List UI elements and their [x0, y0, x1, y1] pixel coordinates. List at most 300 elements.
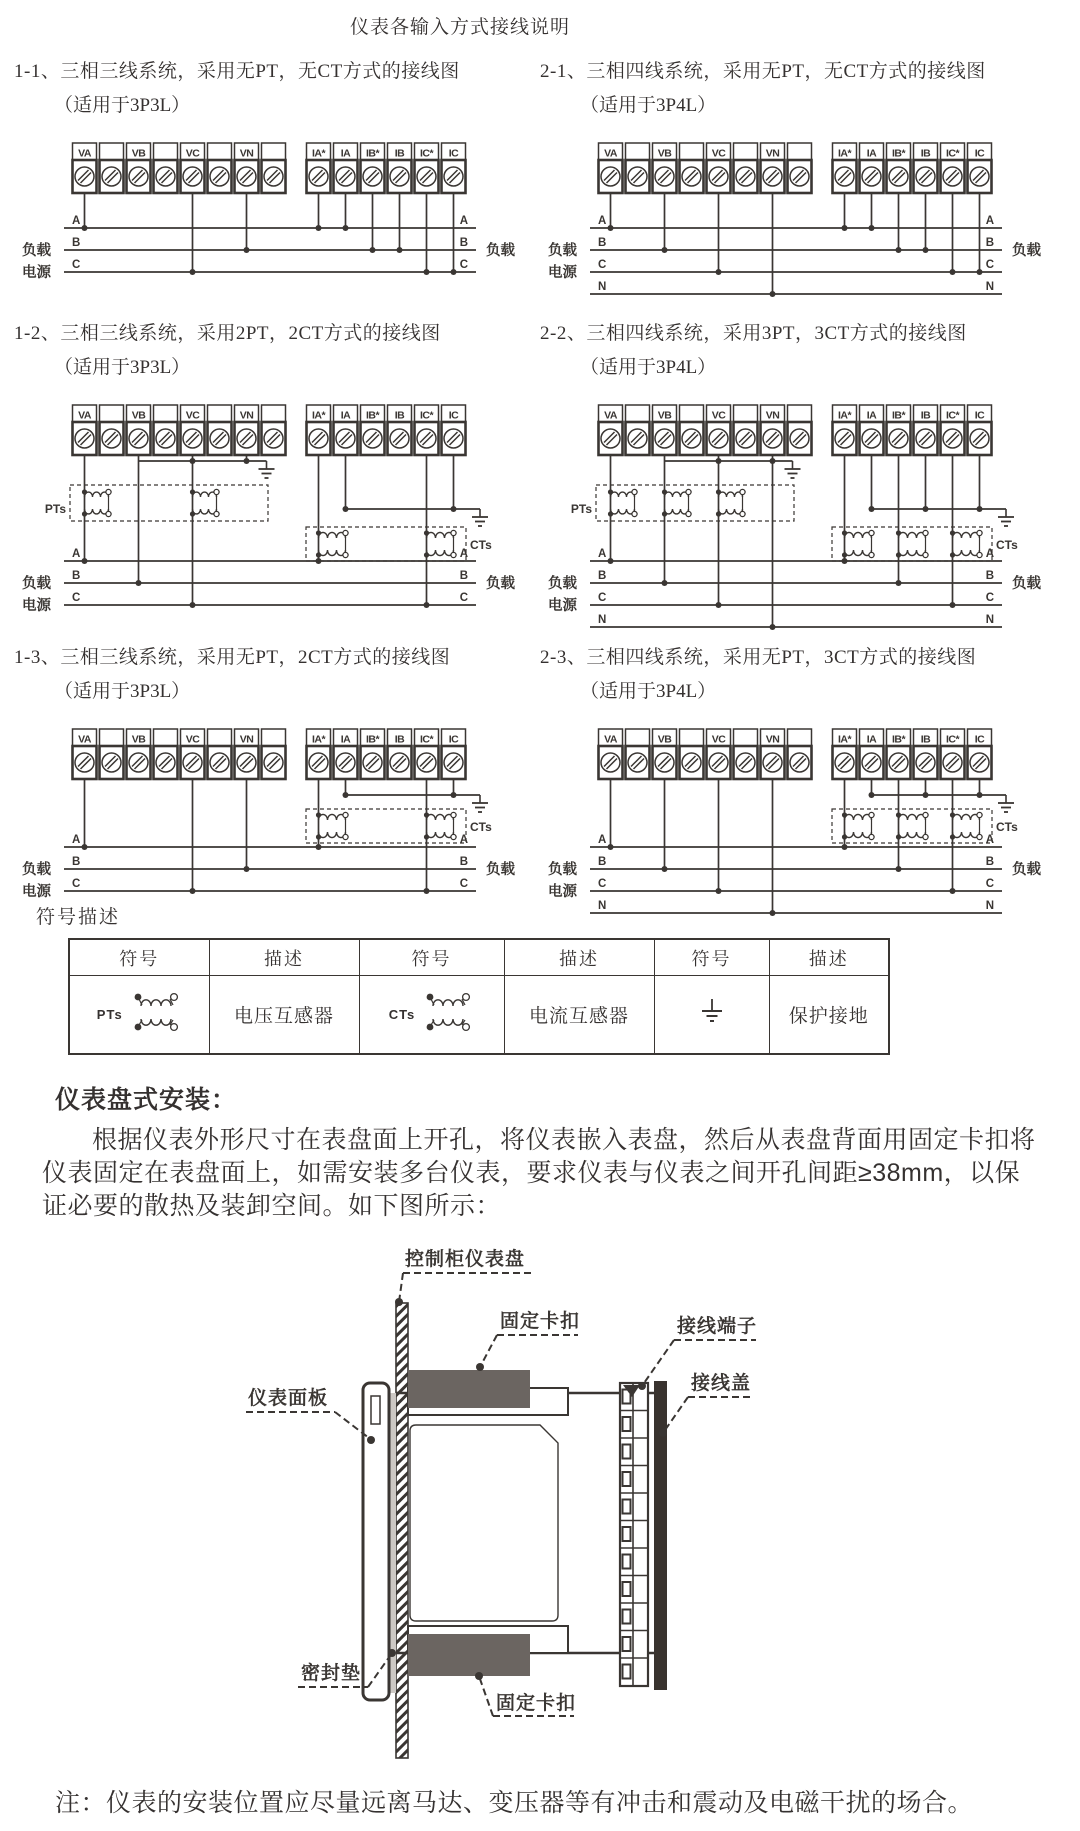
svg-text:A: A	[459, 215, 468, 227]
terminal-screw-box	[788, 422, 812, 455]
terminal-label-window	[626, 143, 650, 160]
svg-text:VB: VB	[657, 733, 672, 746]
svg-text:C: C	[598, 259, 607, 271]
svg-text:PTs: PTs	[570, 502, 592, 516]
terminal-label-window	[734, 405, 758, 422]
svg-text:A: A	[72, 834, 81, 846]
svg-text:B: B	[598, 237, 607, 249]
svg-text:A: A	[72, 215, 81, 227]
col-header-desc: 描述	[209, 939, 359, 976]
wiring-diagram-1-1	[14, 139, 534, 290]
col-header-desc: 描述	[769, 939, 889, 976]
svg-text:电源: 电源	[22, 598, 51, 614]
svg-text:CTs: CTs	[470, 538, 492, 552]
svg-text:PTs: PTs	[44, 502, 66, 516]
svg-text:B: B	[985, 856, 994, 868]
svg-text:IA: IA	[340, 147, 351, 160]
svg-text:IB: IB	[394, 733, 405, 746]
svg-text:N: N	[985, 900, 994, 912]
terminal-label-window	[154, 405, 178, 422]
terminal-screw-box	[262, 746, 286, 779]
svg-text:IA*: IA*	[837, 409, 852, 422]
svg-text:IA: IA	[866, 147, 877, 160]
svg-text:VC: VC	[185, 733, 200, 746]
terminal-screw-box	[968, 746, 992, 779]
svg-text:IA: IA	[866, 409, 877, 422]
diagram-block-1-3	[14, 642, 538, 909]
terminal-screw-box	[941, 746, 965, 779]
diagram-title: 1-1、三相三线系统，采用无PT，无CT方式的接线图	[14, 61, 460, 82]
svg-text:C: C	[985, 592, 994, 604]
ct-group-box	[306, 809, 466, 843]
wiring-diagram-1-3	[14, 725, 534, 909]
terminal-screw-box	[100, 746, 124, 779]
terminal-screw-box	[307, 160, 331, 193]
svg-text:负载: 负载	[486, 243, 515, 259]
terminal-label-window	[208, 405, 232, 422]
svg-text:IB: IB	[920, 409, 931, 422]
svg-text:B: B	[985, 570, 994, 582]
svg-text:VB: VB	[131, 409, 146, 422]
diagram-title: 1-3、三相三线系统，采用无PT，2CT方式的接线图	[14, 647, 451, 668]
terminal-screw-box	[968, 422, 992, 455]
svg-text:C: C	[598, 592, 607, 604]
terminal-screw-box	[833, 746, 857, 779]
terminal-screw-box	[680, 746, 704, 779]
svg-text:VA: VA	[604, 147, 617, 160]
svg-text:VA: VA	[604, 409, 617, 422]
svg-text:IA*: IA*	[311, 147, 326, 160]
terminal-label-window	[626, 405, 650, 422]
svg-text:A: A	[459, 548, 468, 560]
terminal-screw-box	[73, 160, 97, 193]
terminal-label-window	[208, 143, 232, 160]
terminal-screw-box	[262, 160, 286, 193]
terminal-screw-box	[788, 160, 812, 193]
terminal-screw-box	[208, 160, 232, 193]
terminal-screw-box	[653, 160, 677, 193]
svg-text:B: B	[598, 856, 607, 868]
terminal-screw-box	[262, 422, 286, 455]
svg-text:电源: 电源	[22, 265, 51, 281]
svg-text:A: A	[598, 548, 607, 560]
svg-text:负载: 负载	[1012, 862, 1041, 878]
svg-text:C: C	[985, 878, 994, 890]
terminal-screw-box	[968, 160, 992, 193]
terminal-screw-box	[680, 422, 704, 455]
svg-text:负载: 负载	[548, 862, 577, 878]
symbol-table-header-row	[69, 939, 889, 976]
diagram-subtitle: （适用于3P4L）	[580, 681, 717, 702]
wiring-diagram-2-1	[540, 139, 1060, 312]
pt-symbol-cell	[69, 976, 209, 1055]
diagram-block-2-1	[540, 56, 1064, 312]
svg-text:IC*: IC*	[945, 733, 960, 746]
svg-text:A: A	[985, 548, 994, 560]
terminal-screw-box	[707, 422, 731, 455]
terminal-screw-box	[100, 160, 124, 193]
svg-text:IA: IA	[866, 733, 877, 746]
terminal-screw-box	[914, 422, 938, 455]
svg-text:B: B	[459, 570, 468, 582]
terminal-screw-box	[707, 160, 731, 193]
col-header-desc: 描述	[504, 939, 654, 976]
bottom-note: 注：仪表的安装位置应尽量远离马达、变压器等有冲击和震动及电磁干扰的场合。	[55, 1789, 974, 1817]
terminal-screw-box	[415, 160, 439, 193]
svg-text:IB: IB	[920, 733, 931, 746]
svg-text:VN: VN	[239, 733, 254, 746]
svg-text:负载: 负载	[486, 862, 515, 878]
terminal-screw-box	[887, 160, 911, 193]
terminal-screw-box	[235, 746, 259, 779]
svg-text:B: B	[598, 570, 607, 582]
svg-text:VA: VA	[78, 147, 91, 160]
svg-text:VN: VN	[765, 409, 780, 422]
cts-label: CTs	[388, 1007, 416, 1022]
pts-label: PTs	[96, 1007, 123, 1022]
svg-text:N: N	[985, 281, 994, 293]
terminal-screw-box	[941, 422, 965, 455]
wiring-diagram-2-3	[540, 725, 1060, 931]
col-header-symbol: 符号	[654, 939, 769, 976]
terminal-screw-box	[127, 160, 151, 193]
terminal-screw-box	[833, 160, 857, 193]
terminal-screw-box	[761, 160, 785, 193]
svg-text:IB*: IB*	[891, 409, 906, 422]
ct-desc-cell: 电流互感器	[504, 976, 654, 1055]
terminal-screw-box	[208, 422, 232, 455]
symbol-table	[68, 938, 890, 1055]
svg-text:IC: IC	[974, 409, 985, 422]
diagram-subtitle: （适用于3P4L）	[580, 95, 717, 116]
terminal-screw-box	[599, 746, 623, 779]
terminal-label-window	[262, 405, 286, 422]
svg-text:IC*: IC*	[419, 147, 434, 160]
terminal-label-window	[100, 729, 124, 746]
svg-text:负载: 负载	[1012, 576, 1041, 592]
diagram-block-1-1	[14, 56, 538, 290]
svg-text:IC*: IC*	[419, 733, 434, 746]
terminal-screw-box	[734, 160, 758, 193]
terminal-screw-box	[887, 422, 911, 455]
svg-text:IA*: IA*	[311, 733, 326, 746]
svg-text:VC: VC	[711, 409, 726, 422]
terminal-screw-box	[307, 422, 331, 455]
ct-transformer-icon	[420, 989, 474, 1041]
terminal-screw-box	[181, 746, 205, 779]
terminal-screw-box	[707, 746, 731, 779]
fixing-clip-bottom	[408, 1634, 530, 1676]
terminal-screw-box	[388, 160, 412, 193]
terminal-label-window	[154, 143, 178, 160]
col-header-symbol: 符号	[359, 939, 504, 976]
terminal-label-window	[788, 405, 812, 422]
svg-text:VB: VB	[657, 409, 672, 422]
svg-text:C: C	[72, 592, 81, 604]
terminal-screw-box	[334, 422, 358, 455]
terminal-screw-box	[415, 422, 439, 455]
page-title: 仪表各输入方式接线说明	[349, 17, 570, 38]
svg-text:B: B	[459, 856, 468, 868]
terminal-label-window	[262, 729, 286, 746]
terminal-screw-box	[73, 422, 97, 455]
svg-text:C: C	[459, 878, 468, 890]
svg-text:CTs: CTs	[996, 538, 1018, 552]
terminal-label-window	[680, 143, 704, 160]
svg-text:负载: 负载	[548, 576, 577, 592]
terminal-label-window	[154, 729, 178, 746]
svg-text:C: C	[459, 592, 468, 604]
terminal-screw-box	[626, 422, 650, 455]
terminal-screw-box	[208, 746, 232, 779]
terminal-screw-box	[680, 160, 704, 193]
ground-symbol-cell	[654, 976, 769, 1055]
pt-transformer-icon	[128, 989, 182, 1041]
terminal-screw-box	[307, 746, 331, 779]
terminal-screw-box	[653, 746, 677, 779]
svg-text:固定卡扣: 固定卡扣	[496, 1693, 577, 1714]
svg-text:CTs: CTs	[996, 820, 1018, 834]
symbol-table-row	[69, 976, 889, 1055]
terminal-screw-box	[235, 160, 259, 193]
ct-group-box	[306, 527, 466, 561]
terminal-label-window	[100, 405, 124, 422]
diagram-block-2-2	[540, 318, 1064, 645]
terminal-label-window	[262, 143, 286, 160]
diagram-block-1-2	[14, 318, 538, 623]
terminal-screw-box	[734, 422, 758, 455]
svg-text:C: C	[72, 259, 81, 271]
terminal-screw-box	[761, 422, 785, 455]
terminal-screw-box	[388, 422, 412, 455]
svg-text:B: B	[459, 237, 468, 249]
svg-text:电源: 电源	[22, 884, 51, 900]
terminal-screw-box	[181, 160, 205, 193]
svg-text:B: B	[72, 856, 81, 868]
svg-text:仪表面板: 仪表面板	[248, 1388, 329, 1409]
svg-text:N: N	[985, 614, 994, 626]
svg-text:C: C	[985, 259, 994, 271]
terminal-screw-box	[941, 160, 965, 193]
svg-text:IA*: IA*	[837, 147, 852, 160]
install-paragraph: 根据仪表外形尺寸在表盘面上开孔，将仪表嵌入表盘，然后从表盘背面用固定卡扣将仪表固定在表盘面上，如需安装多台仪表，要求仪表与仪表之间开孔间距≥38mm，以保证必要的散热及装卸空间。如下图所示：	[42, 1126, 1036, 1220]
terminal-label-window	[734, 729, 758, 746]
terminal-screw-box	[361, 160, 385, 193]
svg-text:VA: VA	[78, 409, 91, 422]
terminal-cover	[654, 1381, 667, 1690]
terminal-screw-box	[914, 746, 938, 779]
svg-text:IC*: IC*	[945, 409, 960, 422]
svg-text:负载: 负载	[22, 862, 51, 878]
svg-text:VB: VB	[131, 147, 146, 160]
svg-text:VC: VC	[185, 147, 200, 160]
svg-text:IB*: IB*	[891, 147, 906, 160]
terminal-label-window	[734, 143, 758, 160]
svg-text:VA: VA	[604, 733, 617, 746]
fixing-clip-top	[408, 1370, 530, 1408]
terminal-screw-box	[626, 746, 650, 779]
terminal-screw-box	[361, 746, 385, 779]
terminal-screw-box	[833, 422, 857, 455]
terminal-screw-box	[181, 422, 205, 455]
svg-text:电源: 电源	[548, 884, 577, 900]
terminal-screw-box	[599, 160, 623, 193]
svg-text:A: A	[598, 215, 607, 227]
diagram-title: 2-3、三相四线系统，采用无PT，3CT方式的接线图	[540, 647, 977, 668]
svg-text:VN: VN	[765, 147, 780, 160]
svg-text:IB*: IB*	[891, 733, 906, 746]
svg-text:N: N	[598, 614, 607, 626]
svg-text:负载: 负载	[22, 243, 51, 259]
svg-text:VB: VB	[657, 147, 672, 160]
pt-group-box	[596, 485, 794, 521]
svg-text:N: N	[598, 900, 607, 912]
terminal-screw-box	[653, 422, 677, 455]
terminal-screw-box	[154, 160, 178, 193]
terminal-screw-box	[788, 746, 812, 779]
svg-text:IA*: IA*	[311, 409, 326, 422]
svg-text:A: A	[459, 834, 468, 846]
terminal-screw-box	[154, 746, 178, 779]
svg-text:负载: 负载	[548, 243, 577, 259]
svg-text:电源: 电源	[548, 598, 577, 614]
diagram-block-2-3	[540, 642, 1064, 931]
svg-text:B: B	[985, 237, 994, 249]
svg-text:CTs: CTs	[470, 820, 492, 834]
svg-text:密封垫: 密封垫	[301, 1663, 362, 1684]
ct-symbol-cell	[359, 976, 504, 1055]
svg-text:A: A	[598, 834, 607, 846]
svg-text:控制柜仪表盘: 控制柜仪表盘	[405, 1249, 526, 1270]
svg-text:C: C	[598, 878, 607, 890]
svg-text:IC: IC	[448, 733, 459, 746]
cabinet-panel	[396, 1303, 408, 1758]
svg-text:负载: 负载	[22, 576, 51, 592]
terminal-screw-box	[235, 422, 259, 455]
svg-text:IA: IA	[340, 733, 351, 746]
diagram-title: 2-1、三相四线系统，采用无PT，无CT方式的接线图	[540, 61, 986, 82]
terminal-screw-box	[860, 160, 884, 193]
svg-text:IA*: IA*	[837, 733, 852, 746]
wiring-diagram-1-2	[14, 401, 534, 623]
terminal-screw-box	[100, 422, 124, 455]
svg-text:C: C	[459, 259, 468, 271]
diagram-subtitle: （适用于3P4L）	[580, 357, 717, 378]
terminal-screw-box	[361, 422, 385, 455]
diagram-subtitle: （适用于3P3L）	[54, 681, 191, 702]
svg-text:固定卡扣: 固定卡扣	[500, 1311, 581, 1332]
terminal-label-window	[680, 405, 704, 422]
terminal-screw-box	[334, 746, 358, 779]
svg-text:A: A	[985, 834, 994, 846]
svg-text:IB*: IB*	[365, 733, 380, 746]
pt-group-box	[70, 485, 268, 521]
terminal-label-window	[788, 143, 812, 160]
svg-text:VN: VN	[239, 147, 254, 160]
terminal-screw-box	[860, 746, 884, 779]
svg-text:IB: IB	[920, 147, 931, 160]
svg-text:接线盖: 接线盖	[691, 1373, 752, 1394]
svg-text:IA: IA	[340, 409, 351, 422]
svg-text:IB*: IB*	[365, 147, 380, 160]
terminal-screw-box	[154, 422, 178, 455]
panel-installation-figure	[200, 1243, 900, 1778]
terminal-screw-box	[388, 746, 412, 779]
svg-text:IC*: IC*	[419, 409, 434, 422]
svg-text:B: B	[72, 570, 81, 582]
svg-text:N: N	[598, 281, 607, 293]
install-heading: 仪表盘式安装：	[55, 1086, 238, 1114]
terminal-screw-box	[415, 746, 439, 779]
svg-text:负载: 负载	[486, 576, 515, 592]
terminal-label-window	[680, 729, 704, 746]
svg-text:C: C	[72, 878, 81, 890]
terminal-screw-box	[761, 746, 785, 779]
diagram-title: 2-2、三相四线系统，采用3PT，3CT方式的接线图	[540, 323, 967, 344]
svg-text:B: B	[72, 237, 81, 249]
terminal-label-window	[788, 729, 812, 746]
terminal-screw-box	[334, 160, 358, 193]
svg-text:IB: IB	[394, 147, 405, 160]
svg-text:IC: IC	[448, 147, 459, 160]
svg-text:A: A	[72, 548, 81, 560]
diagram-title: 1-2、三相三线系统，采用2PT，2CT方式的接线图	[14, 323, 441, 344]
terminal-screw-box	[914, 160, 938, 193]
svg-text:IC*: IC*	[945, 147, 960, 160]
svg-text:VC: VC	[185, 409, 200, 422]
terminal-label-window	[208, 729, 232, 746]
diagram-subtitle: （适用于3P3L）	[54, 357, 191, 378]
wiring-diagram-2-2	[540, 401, 1060, 645]
ground-desc-cell: 保护接地	[769, 976, 889, 1055]
svg-text:电源: 电源	[548, 265, 577, 281]
svg-text:A: A	[985, 215, 994, 227]
terminal-screw-box	[127, 746, 151, 779]
symbols-heading: 符号描述	[36, 907, 121, 928]
svg-text:VN: VN	[239, 409, 254, 422]
terminal-label-window	[100, 143, 124, 160]
svg-text:IC: IC	[974, 147, 985, 160]
svg-text:VN: VN	[765, 733, 780, 746]
meter-front-panel	[363, 1383, 389, 1700]
svg-text:IC: IC	[974, 733, 985, 746]
terminal-screw-box	[626, 160, 650, 193]
terminal-screw-box	[127, 422, 151, 455]
meter-body	[410, 1425, 558, 1621]
svg-text:IB: IB	[394, 409, 405, 422]
svg-text:VC: VC	[711, 733, 726, 746]
terminal-label-window	[626, 729, 650, 746]
terminal-screw-box	[734, 746, 758, 779]
svg-text:IC: IC	[448, 409, 459, 422]
svg-text:VB: VB	[131, 733, 146, 746]
terminal-screw-box	[860, 422, 884, 455]
terminal-screw-box	[442, 422, 466, 455]
svg-text:VC: VC	[711, 147, 726, 160]
terminal-screw-box	[442, 160, 466, 193]
terminal-screw-box	[442, 746, 466, 779]
diagram-subtitle: （适用于3P3L）	[54, 95, 191, 116]
terminal-screw-box	[73, 746, 97, 779]
svg-text:接线端子: 接线端子	[677, 1316, 758, 1337]
terminal-screw-box	[599, 422, 623, 455]
svg-text:IB*: IB*	[365, 409, 380, 422]
ground-icon	[696, 997, 728, 1033]
col-header-symbol: 符号	[69, 939, 209, 976]
svg-text:负载: 负载	[1012, 243, 1041, 259]
svg-text:VA: VA	[78, 733, 91, 746]
terminal-block	[620, 1383, 648, 1686]
